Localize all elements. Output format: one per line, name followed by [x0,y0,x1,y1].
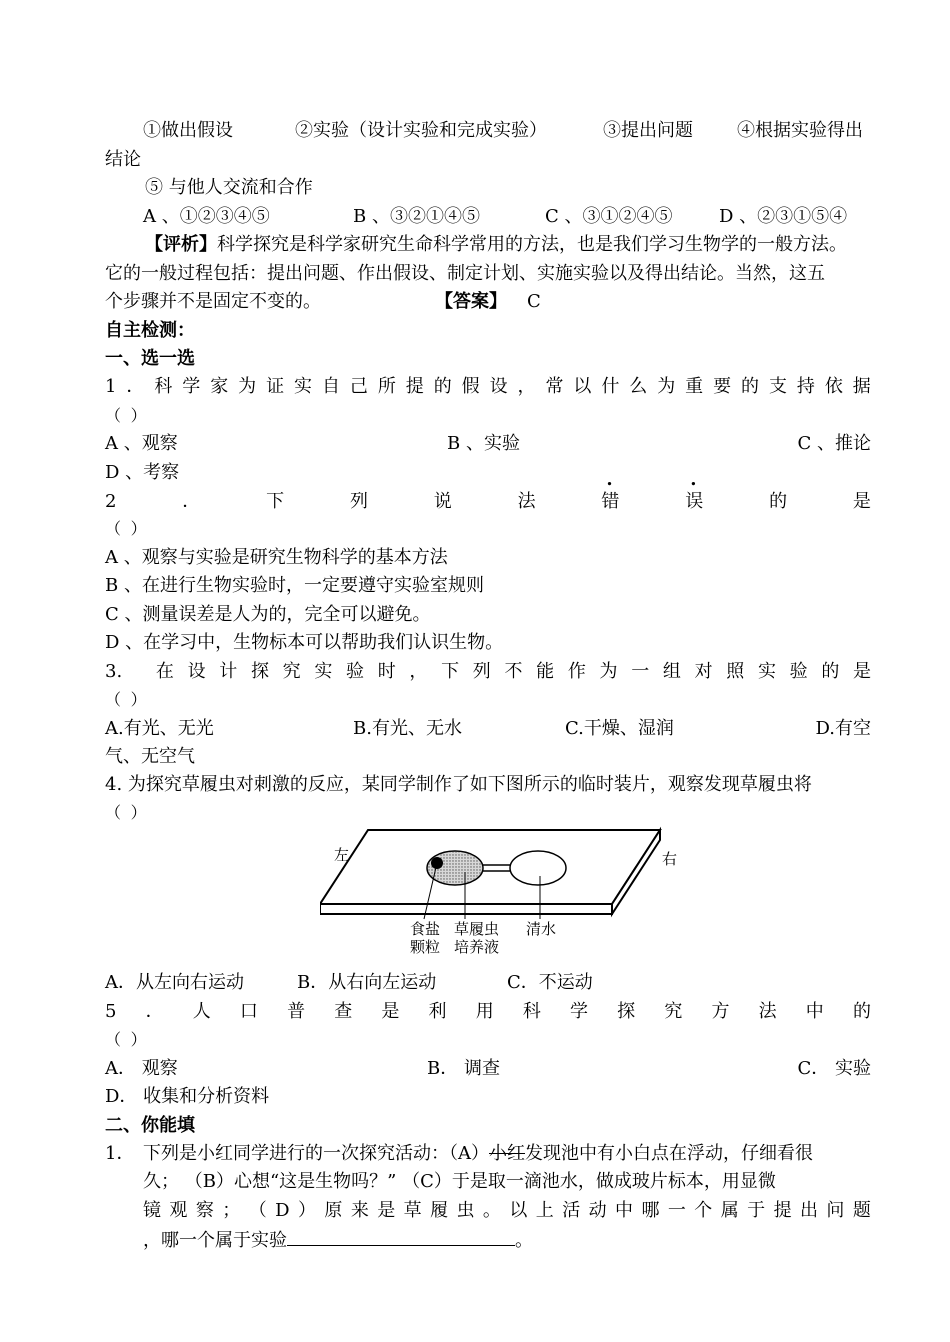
q5-char: 普 [287,1001,306,1022]
q3-char: 一 [631,661,650,682]
q0-option-a: A 、①②③④⑤ [143,206,270,227]
slide-top-face [320,830,660,904]
fill1-char: ； [222,1200,241,1221]
label-salt-2: 颗粒 [410,938,441,956]
fill1-char: 草 [403,1200,422,1221]
fill1-char: 上 [535,1200,554,1221]
q1-char: 为 [238,376,257,397]
q5-option-d: D． 收集和分析资料 [105,1086,270,1107]
q1-char: ． [126,376,145,397]
fill1-char: 动 [588,1200,607,1221]
fill1-char: 属 [720,1200,739,1221]
q5-char: ． [145,1001,164,1022]
q5-char: 口 [239,1001,258,1022]
q1-char: 设 [489,376,508,397]
q1-char: 证 [266,376,285,397]
q2-paren: （ ） [105,519,147,538]
fill1-number: 1． [105,1143,135,1164]
q3-char: 下 [441,661,460,682]
analysis-line-1 [145,233,871,257]
q3-char: 验 [346,661,364,682]
q5-char: 法 [758,1001,777,1022]
q1-char: 科 [154,376,173,397]
q0-option-d: D 、②③①⑤④ [719,206,848,227]
fill1-char: 原 [324,1200,343,1221]
fill1-text-4a: ，哪一个属于实验 [143,1230,287,1251]
step-1: ①做出假设 [143,120,233,141]
fill1-text-4b: 。 [515,1230,533,1251]
q2-word: 是 [852,491,871,512]
fill1-char: ） [297,1200,316,1221]
q1-option-b: B 、实验 [447,433,520,454]
q0-option-c: C 、③①②④⑤ [545,206,673,227]
q2-word: 列 [349,491,368,512]
fill1-text-1a: 下列是小红同学进行的一次探究活动：（A） [143,1143,489,1164]
fill1-char: 题 [852,1200,871,1221]
step-3: ③提出问题 [603,120,693,141]
q1-char: 据 [852,376,871,397]
fill1-line-2: 久； （B）心想“这是生物吗？” （C）于是取一滴池水，做成玻片标本，用显微 [143,1171,776,1192]
q3-char: 实 [757,661,776,682]
analysis-line-2: 它的一般过程包括：提出问题、作出假设、制定计划、实施实验以及得出结论。当然，这五 [105,263,825,284]
q5-char: 的 [852,1001,871,1022]
q1-char: 重 [685,376,704,397]
q2-word: ． [182,491,201,512]
fill1-char: 个 [694,1200,713,1221]
q3-char: 对 [694,661,713,682]
fill1-char: 出 [799,1200,818,1221]
fill1-line-3 [143,1199,871,1223]
step-2: ②实验（设计实验和完成实验） [295,120,547,141]
q3-char: 实 [314,661,333,682]
q3-char: 在 [155,661,174,682]
q3-paren: （ ） [105,690,147,709]
q5-char: 5 [105,1001,117,1022]
fill1-char: 镜 [143,1200,161,1221]
analysis-line-3 [105,290,871,314]
q1-char: 持 [796,376,815,397]
q5-stem [105,1000,871,1024]
q2-word: 2 [105,491,117,512]
section-1-heading: 一、选一选 [105,348,195,369]
fill1-char: 一 [667,1200,686,1221]
label-water: 清水 [526,920,557,938]
q3-char: 能 [536,661,555,682]
q2-stem [105,490,871,514]
q5-char: 学 [570,1001,589,1022]
q1-char: 学 [182,376,201,397]
q3-char: 不 [504,661,523,682]
q3-char: 为 [599,661,618,682]
fill1-char: 问 [826,1200,845,1221]
fill1-char: 哪 [641,1200,660,1221]
fill1-line-1 [105,1142,871,1166]
q3-char: 的 [821,661,840,682]
q5-char: 用 [475,1001,494,1022]
slide-diagram [320,824,680,964]
q2-word: 法 [517,491,536,512]
q3-char: 探 [250,661,269,682]
q2-word: 说 [433,491,452,512]
q1-char: 以 [573,376,592,397]
q1-char: 提 [405,376,424,397]
q1-option-a: A 、观察 [105,433,178,454]
analysis-text-3: 个步骤并不是固定不变的。 [105,291,321,312]
q1-char: 实 [294,376,313,397]
q5-char: 查 [334,1001,353,1022]
slide-front-edge [320,904,612,914]
q1-char: 家 [210,376,229,397]
q2-word: 下 [266,491,285,512]
label-right: 右 [662,850,678,868]
q3-option-a: A.有光、无光 [105,718,214,739]
q1-char: 依 [824,376,843,397]
q2-option-a: A 、观察与实验是研究生物科学的基本方法 [105,547,448,568]
q1-char: 什 [601,376,620,397]
label-salt-1: 食盐 [410,920,441,938]
q5-option-c: C． 实验 [797,1058,871,1079]
q3-char: 验 [789,661,808,682]
step-5: ⑤ 与他人交流和合作 [145,177,313,198]
q1-char: 的 [741,376,760,397]
answer-value: C [527,291,541,312]
fill1-char: 。 [482,1200,501,1221]
q3-option-d-cont: 气、无空气 [105,746,195,767]
water-drop [510,851,566,885]
fill1-char: 履 [430,1200,449,1221]
q3-char: ， [409,661,428,682]
q3-char: 计 [219,661,238,682]
q3-char: 时 [377,661,396,682]
q5-char: 人 [192,1001,211,1022]
fill1-char: 虫 [456,1200,475,1221]
q2-option-b: B 、在进行生物实验时，一定要遵守实验室规则 [105,575,484,596]
fill1-char: 提 [773,1200,792,1221]
q5-char: 利 [428,1001,447,1022]
q3-option-d: D.有空 [815,718,871,739]
q1-char: ， [517,376,536,397]
q5-char: 究 [664,1001,683,1022]
q4-option-c: C．不运动 [507,972,593,993]
fill1-text-1 [143,1142,813,1166]
q5-char: 中 [805,1001,824,1022]
q0-option-b: B 、③②①④⑤ [353,206,480,227]
q5-char: 是 [381,1001,400,1022]
q4-option-b: B．从右向左运动 [297,972,437,993]
q3-char: 组 [662,661,681,682]
analysis-text-1: 科学探究是科学家研究生命科学常用的方法，也是我们学习生物学的一般方法。 [217,234,847,255]
q1-paren: （ ） [105,406,147,425]
q5-char: 探 [617,1001,636,1022]
q1-char: 要 [713,376,732,397]
label-left: 左 [334,846,350,864]
q5-option-b: B． 调查 [427,1058,500,1079]
q1-char: 么 [629,376,648,397]
q3-char: 设 [187,661,206,682]
q3-char: 是 [853,661,871,682]
q5-char: 方 [711,1001,730,1022]
label-paramecium-1: 草履虫 [454,920,500,938]
fill1-char: 中 [615,1200,634,1221]
q1-char: 所 [377,376,396,397]
q3-option-c: C.干燥、湿润 [565,718,674,739]
q1-char: 支 [768,376,787,397]
q1-char: 1 [105,376,117,397]
step-4-cont: 结论 [105,149,141,170]
fill1-char: 来 [350,1200,369,1221]
step-4: ④根据实验得出 [737,120,863,141]
q1-stem [105,375,871,399]
fill1-struck-name: 小红 [489,1143,525,1164]
self-check-heading: 自主检测： [105,320,195,341]
q2-emphasis-word: . 误 [685,490,703,514]
q2-option-c: C 、测量误差是人为的，完全可以避免。 [105,604,431,625]
q1-char: 假 [461,376,480,397]
q5-option-a: A． 观察 [105,1058,178,1079]
q5-paren: （ ） [105,1030,147,1049]
fill1-char: 以 [509,1200,528,1221]
label-paramecium-2: 培养液 [454,938,500,956]
q3-char: 3. [105,661,123,682]
q1-option-c: C 、推论 [797,433,871,454]
q3-char: 究 [282,661,301,682]
q3-stem [105,660,871,684]
q4-paren: （ ） [105,803,147,822]
q2-word: 的 [769,491,788,512]
q3-char: 作 [567,661,586,682]
q1-option-d: D 、考察 [105,462,180,483]
q4-stem: 4. 为探究草履虫对刺激的反应，某同学制作了如下图所示的临时装片，观察发现草履虫将 [105,774,812,795]
q1-char: 自 [321,376,340,397]
q5-char: 科 [522,1001,541,1022]
answer-label: 【答案】 [435,291,507,312]
q1-char: 为 [657,376,676,397]
q3-char: 照 [726,661,745,682]
q1-char: 常 [545,376,564,397]
q2-option-d: D 、在学习中，生物标本可以帮助我们认识生物。 [105,632,504,653]
fill1-char: 察 [195,1200,214,1221]
fill1-char: 活 [562,1200,581,1221]
q1-char: 的 [433,376,452,397]
answer-blank[interactable] [287,1227,515,1246]
fill1-char: 于 [747,1200,766,1221]
section-2-heading: 二、你能填 [105,1115,195,1136]
q3-option-b: B.有光、无水 [353,718,462,739]
fill1-char: 观 [169,1200,188,1221]
fill1-char: 是 [377,1200,396,1221]
q3-char: 列 [472,661,491,682]
q2-emphasis-word: . 错 [601,490,619,514]
q1-char: 己 [349,376,368,397]
fill1-text-1b: 发现池中有小白点在浮动，仔细看很 [525,1143,813,1164]
fill1-char: （ [248,1200,267,1221]
analysis-label: 【评析】 [145,234,217,255]
fill1-line-4 [143,1227,871,1253]
fill1-char: D [275,1200,290,1221]
q4-option-a: A．从左向右运动 [105,972,244,993]
